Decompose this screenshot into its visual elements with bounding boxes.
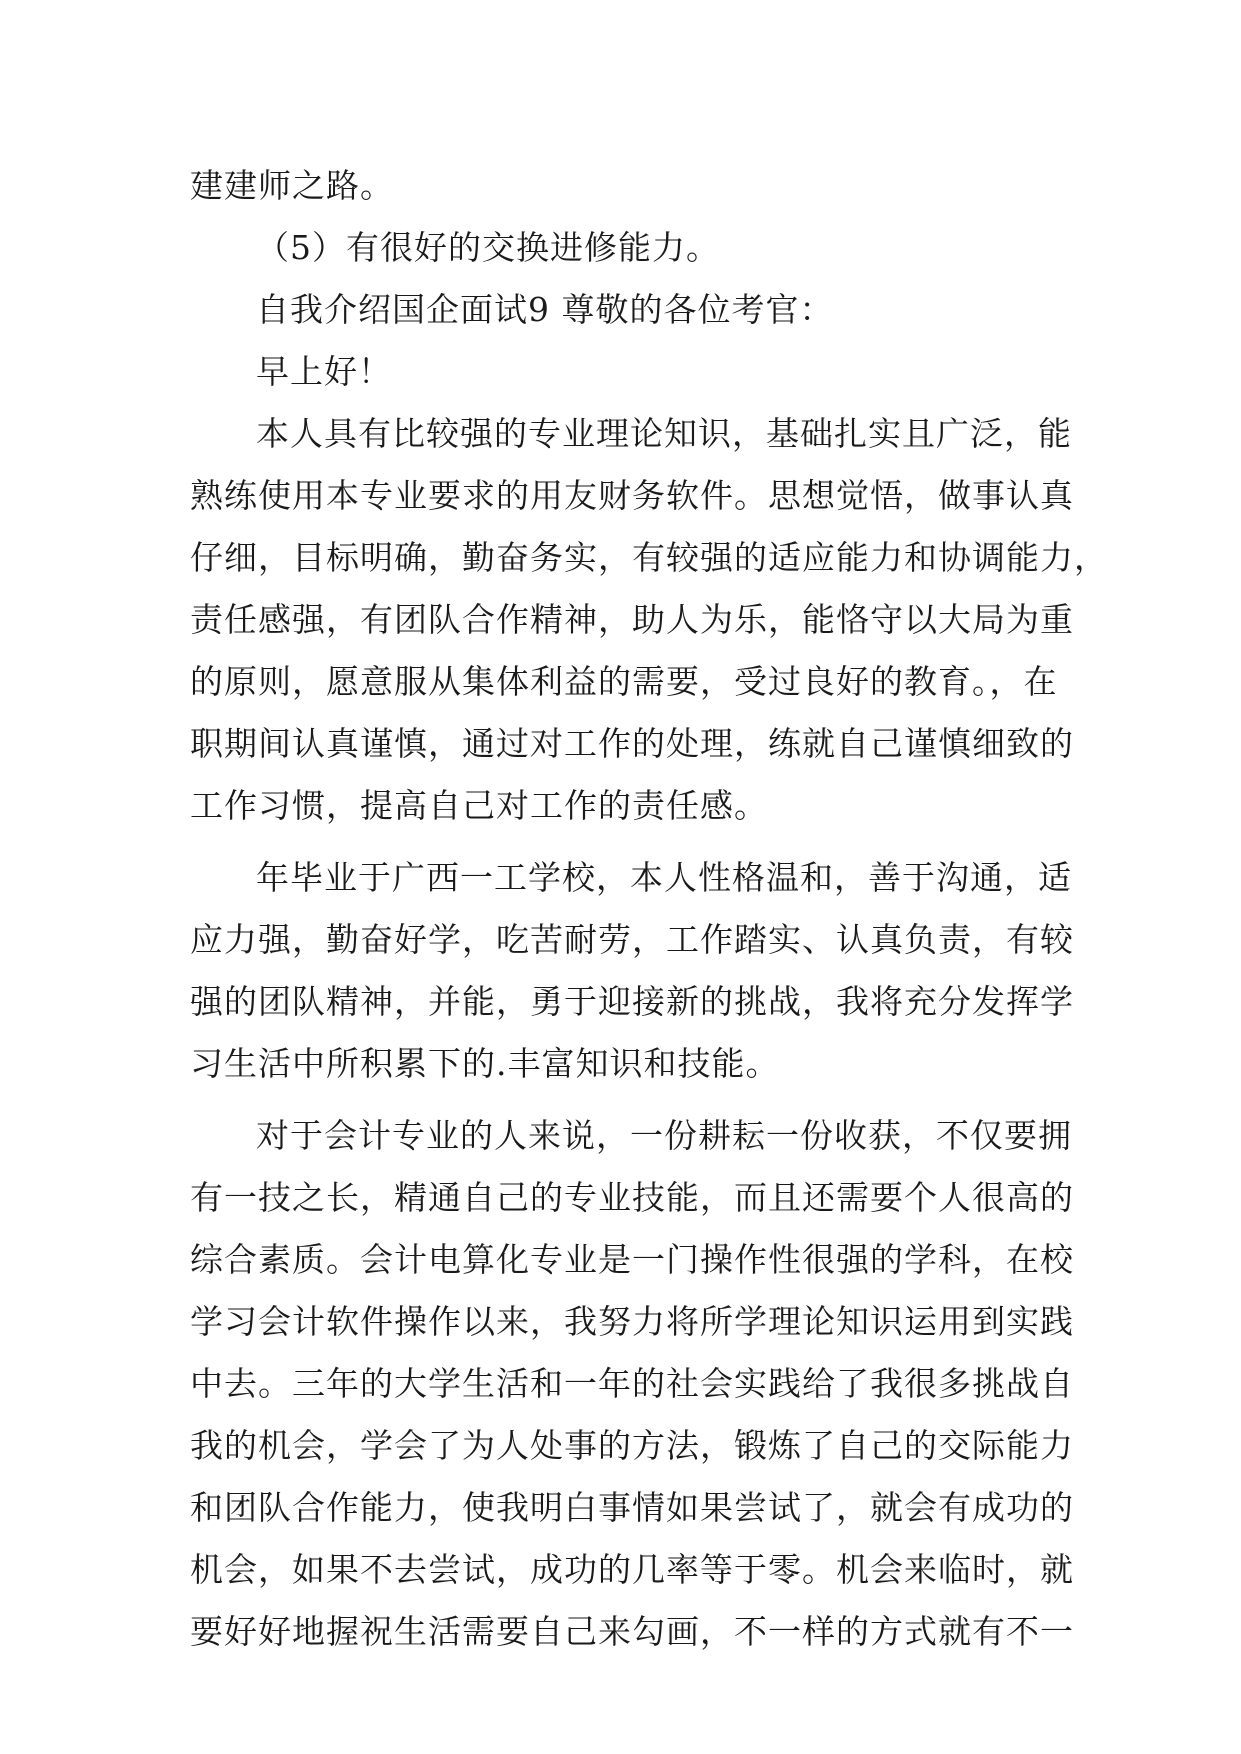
text-line: 习生活中所积累下的.丰富知识和技能。	[190, 1044, 780, 1083]
text-line: 熟练使用本专业要求的用友财务软件。思想觉悟，做事认真	[190, 476, 1074, 515]
text-line: 工作习惯，提高自己对工作的责任感。	[190, 786, 768, 825]
text-line: 强的团队精神，并能，勇于迎接新的挑战，我将充分发挥学	[190, 982, 1074, 1021]
text-line: 本人具有比较强的专业理论知识，基础扎实且广泛，能	[256, 414, 1072, 453]
text-line: 要好好地握祝生活需要自己来勾画，不一样的方式就有不一	[190, 1612, 1074, 1651]
text-line: 仔细，目标明确，勤奋务实，有较强的适应能力和协调能力，	[190, 538, 1108, 577]
text-line: 应力强，勤奋好学，吃苦耐劳，工作踏实、认真负责，有较	[190, 920, 1074, 959]
text-line: 综合素质。会计电算化专业是一门操作性很强的学科，在校	[190, 1240, 1074, 1279]
text-line: 学习会计软件操作以来，我努力将所学理论知识运用到实践	[190, 1302, 1074, 1341]
text-line: 建建师之路。	[190, 166, 394, 205]
text-line: 早上好！	[256, 352, 392, 391]
text-line: 中去。三年的大学生活和一年的社会实践给了我很多挑战自	[190, 1364, 1074, 1403]
text-line: 职期间认真谨慎，通过对工作的处理，练就自己谨慎细致的	[190, 724, 1074, 763]
document-body	[190, 155, 1108, 1663]
text-line: 我的机会，学会了为人处事的方法，锻炼了自己的交际能力	[190, 1426, 1074, 1465]
text-line: 有一技之长，精通自己的专业技能，而且还需要个人很高的	[190, 1178, 1074, 1217]
text-line: 机会，如果不去尝试，成功的几率等于零。机会来临时，就	[190, 1550, 1074, 1589]
text-line: 的原则，愿意服从集体利益的需要，受过良好的教育。，在	[190, 662, 1058, 701]
text-line: 对于会计专业的人来说，一份耕耘一份收获，不仅要拥	[256, 1116, 1072, 1155]
text-line: 自我介绍国企面试9 尊敬的各位考官：	[256, 290, 834, 329]
text-line: （5）有很好的交换进修能力。	[256, 228, 720, 267]
text-line: 和团队合作能力，使我明白事情如果尝试了，就会有成功的	[190, 1488, 1074, 1527]
text-line: 责任感强，有团队合作精神，助人为乐，能恪守以大局为重	[190, 600, 1074, 639]
text-line: 年毕业于广西一工学校，本人性格温和，善于沟通，适	[256, 858, 1072, 897]
